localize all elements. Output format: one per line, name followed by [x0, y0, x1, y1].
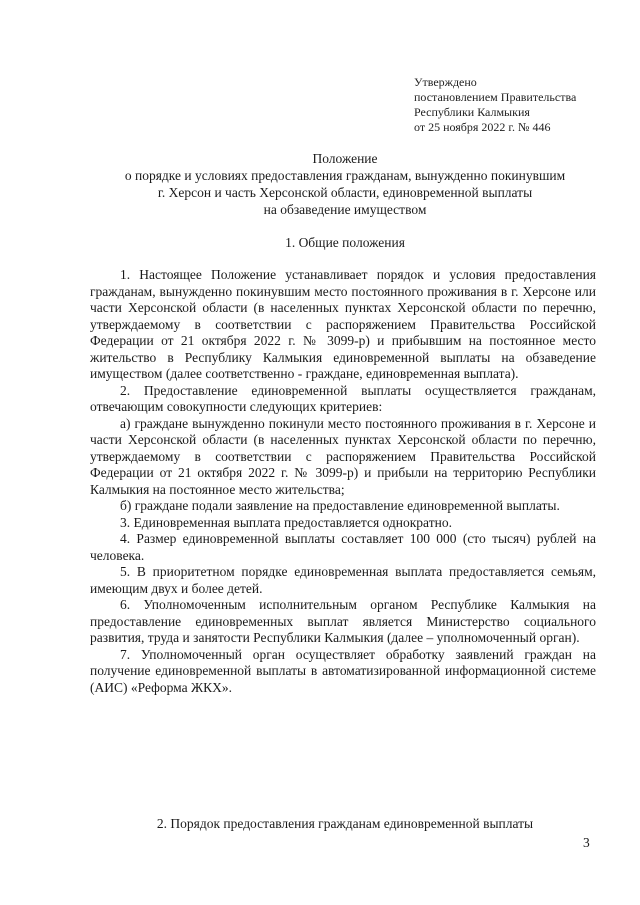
approval-line: от 25 ноября 2022 г. № 446 — [414, 120, 551, 134]
document-subtitle-line: на обзаведение имуществом — [263, 202, 427, 217]
approval-line: постановлением Правительства — [414, 90, 577, 104]
approval-stamp — [414, 75, 576, 135]
page-number: 3 — [583, 835, 590, 850]
approval-line: Республики Калмыкия — [414, 105, 530, 119]
approval-line: Утверждено — [414, 75, 477, 89]
paragraph-6: 6. Уполномоченным исполнительным органом Республике Калмыкия на предоставление единовременных выплат является Министерство социального развития, труда и занятости Республики Калмыкия (далее – уполномоченный орган). — [90, 597, 596, 645]
paragraph-2a: а) граждане вынужденно покинули место постоянного проживания в г. Херсоне и части Херсонской области (в населенных пунктах Херсонской области по перечню, утверждаемому в соответствии с распоряжением Правительства Российской Федерации от 21 октября 2022 г. № 3099-р) и прибыли на территорию Республики Калмыкия на постоянное место жительства; — [90, 415, 596, 497]
document-title: Положение — [312, 151, 378, 166]
paragraph-2b: б) граждане подали заявление на предоставление единовременной выплаты. — [120, 498, 560, 513]
paragraph-1: 1. Настоящее Положение устанавливает порядок и условия предоставления гражданам, вынужденно покинувшим место постоянного проживания в г. Херсоне или части Херсонской области (в населенных пунктах Херсонской области по перечню, утверждаемому в соответствии с распоряжением Правительства Российской Федерации от 21 октября 2022 г. № 3099-р) и прибывшим на постоянное место жительство в Республику Калмыкия единовременной выплаты на обзаведение имуществом (далее соответственно - граждане, единовременная выплата). — [90, 267, 596, 381]
paragraph-4: 4. Размер единовременной выплаты составляет 100 000 (сто тысяч) рублей на человека. — [90, 531, 596, 563]
document-subtitle-line: г. Херсон и часть Херсонской области, единовременной выплаты — [157, 185, 533, 200]
section-1-body — [90, 267, 596, 696]
paragraph-5: 5. В приоритетном порядке единовременная выплата предоставляется семьям, имеющим двух и более детей. — [90, 564, 596, 596]
paragraph-2: 2. Предоставление единовременной выплаты осуществляется гражданам, отвечающим совокупности следующих критериев: — [90, 382, 596, 414]
paragraph-7: 7. Уполномоченный орган осуществляет обработку заявлений граждан на получение единовременной выплаты в автоматизированной информационной системе (АИС) «Реформа ЖКХ». — [90, 646, 596, 695]
document-subtitle-line: о порядке и условиях предоставления гражданам, вынужденно покинувшим — [124, 168, 566, 183]
section-1-heading: 1. Общие положения — [285, 235, 405, 250]
section-2-heading: 2. Порядок предоставления гражданам единовременной выплаты — [156, 816, 534, 831]
paragraph-3: 3. Единовременная выплата предоставляется однократно. — [120, 514, 452, 530]
document-title-block — [90, 150, 600, 218]
